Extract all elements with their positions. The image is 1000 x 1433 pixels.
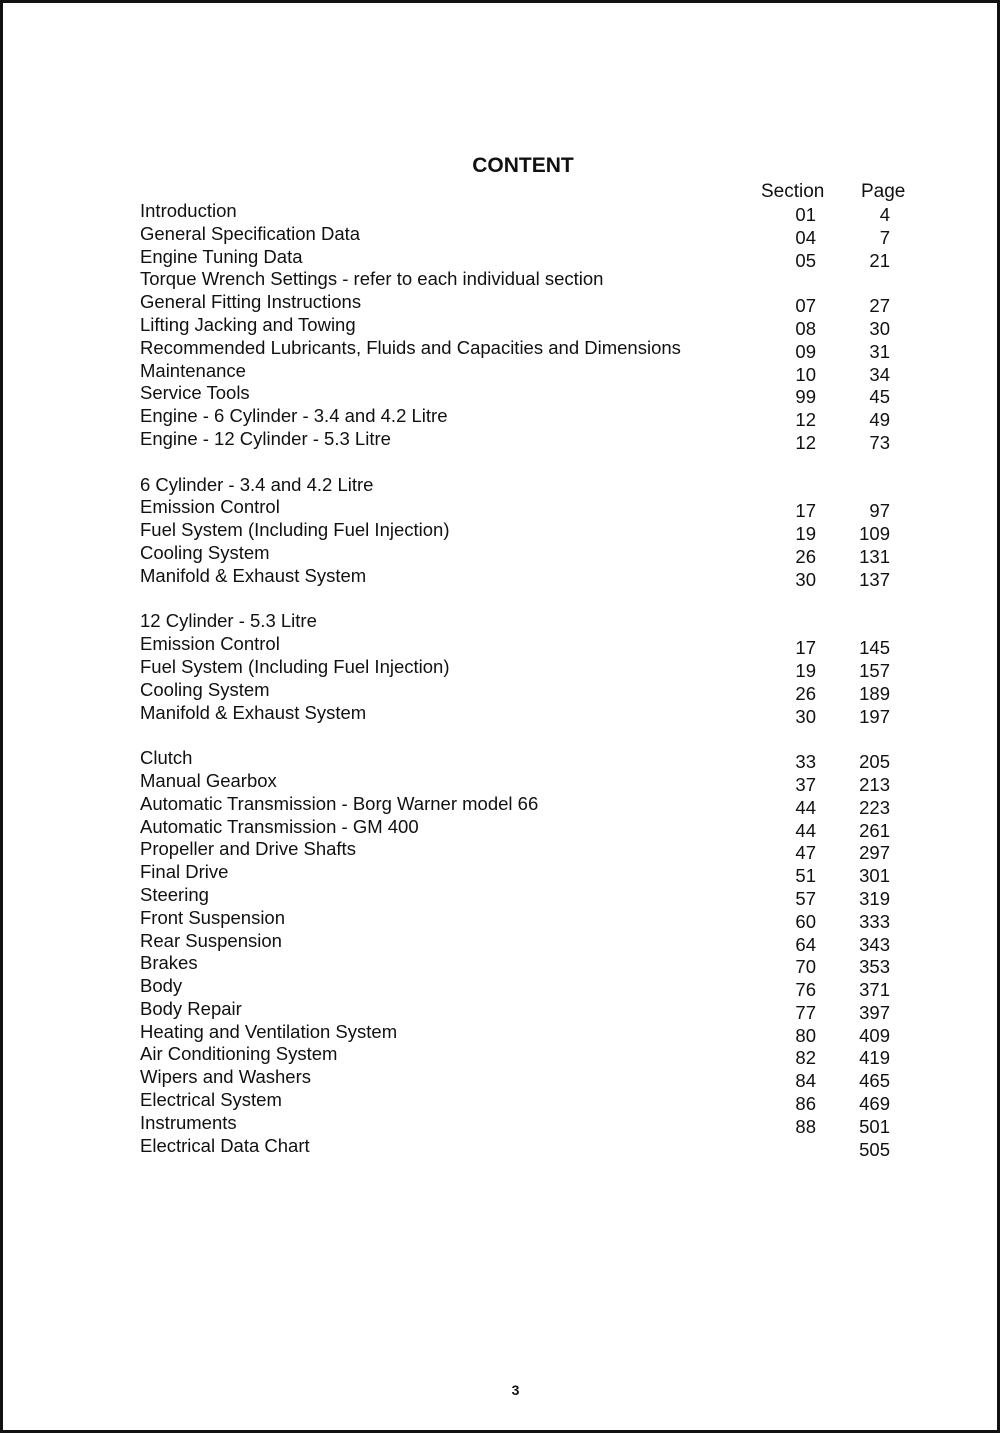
toc-entry-section: 12: [795, 431, 816, 453]
toc-entry-section: 30: [795, 705, 816, 727]
toc-row: [3, 998, 997, 1021]
toc-entry-section: 80: [795, 1024, 816, 1046]
toc-row: [3, 610, 997, 633]
toc-entry-page: 501: [859, 1115, 890, 1137]
toc-row: [3, 930, 997, 953]
toc-row: [3, 542, 997, 565]
toc-entry-page: 409: [859, 1024, 890, 1046]
toc-entry-section: 37: [795, 773, 816, 795]
toc-row: [3, 496, 997, 522]
toc-entry-title: Front Suspension: [140, 906, 286, 928]
toc-entry-title: Propeller and Drive Shafts: [140, 838, 356, 860]
toc-row: [3, 1043, 997, 1069]
toc-entry-title: Automatic Transmission - Borg Warner model 66: [140, 792, 539, 814]
toc-row: [3, 223, 997, 246]
toc-row: [3, 770, 997, 793]
toc-row: [3, 1135, 997, 1158]
toc-row: [3, 200, 997, 223]
toc-entry-title: Air Conditioning System: [140, 1043, 338, 1065]
toc-entry-section: 70: [795, 956, 816, 978]
toc-entry-title: Torque Wrench Settings - refer to each individual section: [140, 268, 604, 290]
toc-entry-title: Emission Control: [140, 496, 280, 518]
toc-entry-title: Body Repair: [140, 997, 242, 1019]
toc-entry-section: 99: [795, 386, 816, 408]
toc-entry-page: 189: [859, 682, 890, 704]
toc-row: [3, 474, 997, 497]
toc-row: [3, 382, 997, 408]
toc-entry-section: 86: [795, 1093, 816, 1115]
toc-row: [3, 747, 997, 773]
toc-entry-section: 19: [795, 659, 816, 681]
toc-entry-section: 77: [795, 1001, 816, 1023]
toc-entry-page: 131: [859, 545, 890, 567]
toc-entry-section: 30: [795, 568, 816, 590]
toc-entry-page: 465: [859, 1070, 890, 1092]
toc-entry-section: 88: [795, 1115, 816, 1137]
toc-row: [3, 702, 997, 725]
toc-entry-section: 44: [795, 796, 816, 818]
toc-entry-page: 73: [869, 431, 890, 453]
toc-entry-page: 261: [859, 819, 890, 841]
toc-entry-page: 205: [859, 751, 890, 773]
toc-entry-page: 97: [869, 500, 890, 522]
toc-entry-title: Fuel System (Including Fuel Injection): [140, 519, 450, 541]
toc-entry-title: Heating and Ventilation System: [140, 1020, 398, 1042]
toc-entry-section: 82: [795, 1047, 816, 1069]
toc-entry-section: 19: [795, 523, 816, 545]
toc-entry-page: 223: [859, 796, 890, 818]
toc-entry-title: 6 Cylinder - 3.4 and 4.2 Litre: [140, 473, 374, 495]
toc-entry-section: 47: [795, 842, 816, 864]
toc-row: [3, 337, 997, 360]
toc-entry-section: 84: [795, 1070, 816, 1092]
toc-entry-section: 08: [795, 317, 816, 339]
toc-entry-title: General Specification Data: [140, 222, 361, 244]
toc-row: [3, 861, 997, 887]
toc-entry-title: Cooling System: [140, 678, 270, 700]
toc-entry-title: Manifold & Exhaust System: [140, 564, 367, 586]
toc-row: [3, 268, 997, 291]
toc-row: [3, 360, 997, 383]
toc-entry-title: Fuel System (Including Fuel Injection): [140, 655, 450, 677]
toc-row: [3, 519, 997, 545]
toc-entry-page: 4: [879, 204, 890, 225]
toc-entry-title: Lifting Jacking and Towing: [140, 313, 356, 335]
toc-entry-page: 197: [859, 705, 890, 727]
toc-entry-page: 21: [869, 249, 890, 271]
toc-row: [3, 1066, 997, 1092]
toc-entry-page: 109: [859, 523, 890, 545]
toc-entry-page: 301: [859, 865, 890, 887]
toc-entry-section: 17: [795, 637, 816, 659]
toc-entry-title: Wipers and Washers: [140, 1066, 312, 1088]
toc-row: [3, 838, 997, 864]
toc-entry-page: 505: [859, 1138, 890, 1160]
toc-entry-page: 137: [859, 568, 890, 590]
toc-row: [3, 884, 997, 907]
toc-row: [3, 1112, 997, 1135]
toc-entry-title: Recommended Lubricants, Fluids and Capacities and Dimensions: [140, 336, 681, 358]
toc-entry-section: 57: [795, 887, 816, 909]
toc-entry-title: Rear Suspension: [140, 929, 282, 951]
toc-row: [3, 952, 997, 978]
toc-entry-page: 333: [859, 910, 890, 932]
toc-entry-title: Steering: [140, 883, 209, 905]
table-of-contents: [3, 200, 997, 1160]
toc-row: [3, 314, 997, 337]
page-number: 3: [511, 1382, 520, 1398]
toc-entry-title: Brakes: [140, 952, 198, 974]
toc-row: [3, 1089, 997, 1115]
toc-entry-section: 01: [795, 204, 816, 225]
toc-entry-title: Cooling System: [140, 541, 270, 563]
toc-entry-section: 26: [795, 682, 816, 704]
toc-entry-title: General Fitting Instructions: [140, 291, 362, 313]
toc-entry-title: Instruments: [140, 1111, 237, 1133]
toc-entry-title: Final Drive: [140, 861, 229, 883]
toc-row: [3, 656, 997, 679]
toc-entry-page: 34: [869, 363, 890, 385]
toc-entry-page: 397: [859, 1001, 890, 1023]
toc-entry-title: Electrical Data Chart: [140, 1134, 310, 1156]
toc-entry-section: 44: [795, 819, 816, 841]
toc-entry-page: 343: [859, 933, 890, 955]
section-column-header: Section: [761, 181, 825, 202]
toc-entry-page: 49: [869, 409, 890, 431]
toc-entry-page: 7: [879, 226, 890, 248]
toc-entry-page: 27: [869, 295, 890, 317]
toc-entry-title: Maintenance: [140, 359, 246, 381]
toc-row: [3, 1021, 997, 1044]
toc-entry-section: 04: [795, 226, 816, 248]
toc-entry-page: 297: [859, 842, 890, 864]
toc-entry-section: 33: [795, 751, 816, 773]
toc-entry-title: Body: [140, 975, 183, 997]
toc-entry-title: 12 Cylinder - 5.3 Litre: [140, 610, 317, 632]
page-title: CONTENT: [472, 154, 574, 177]
toc-entry-page: 371: [859, 979, 890, 1001]
toc-entry-section: 09: [795, 340, 816, 362]
toc-entry-page: 45: [869, 386, 890, 408]
toc-entry-section: 12: [795, 409, 816, 431]
toc-entry-title: Emission Control: [140, 633, 280, 655]
page-column-header: Page: [861, 181, 906, 202]
toc-entry-section: 26: [795, 545, 816, 567]
toc-entry-section: 10: [795, 363, 816, 385]
toc-entry-page: 30: [869, 317, 890, 339]
toc-entry-section: 17: [795, 500, 816, 522]
toc-entry-page: 157: [859, 659, 890, 681]
toc-entry-section: 51: [795, 865, 816, 887]
toc-row: [3, 246, 997, 269]
toc-entry-page: 319: [859, 887, 890, 909]
toc-entry-section: 64: [795, 933, 816, 955]
toc-entry-title: Manifold & Exhaust System: [140, 701, 367, 723]
toc-entry-section: 60: [795, 910, 816, 932]
toc-row: [3, 565, 997, 588]
toc-row: [3, 291, 997, 317]
toc-row: [3, 679, 997, 702]
toc-row: [3, 793, 997, 816]
toc-entry-title: Automatic Transmission - GM 400: [140, 815, 419, 837]
toc-row: [3, 907, 997, 930]
toc-row: [3, 428, 997, 451]
toc-entry-section: 05: [795, 249, 816, 271]
toc-entry-page: 31: [869, 340, 890, 362]
toc-entry-title: Manual Gearbox: [140, 769, 277, 791]
toc-entry-title: Electrical System: [140, 1089, 282, 1111]
toc-entry-title: Clutch: [140, 747, 193, 769]
toc-entry-page: 353: [859, 956, 890, 978]
toc-row: [3, 975, 997, 1001]
toc-entry-section: 76: [795, 979, 816, 1001]
toc-entry-page: 145: [859, 637, 890, 659]
toc-entry-title: Engine - 12 Cylinder - 5.3 Litre: [140, 427, 391, 449]
toc-entry-page: 419: [859, 1047, 890, 1069]
toc-entry-title: Service Tools: [140, 382, 250, 404]
toc-entry-page: 213: [859, 773, 890, 795]
toc-row: [3, 816, 997, 839]
toc-row: [3, 405, 997, 431]
toc-row: [3, 633, 997, 659]
toc-entry-section: 07: [795, 295, 816, 317]
toc-entry-title: Introduction: [140, 200, 237, 221]
toc-entry-page: 469: [859, 1093, 890, 1115]
toc-entry-title: Engine - 6 Cylinder - 3.4 and 4.2 Litre: [140, 405, 448, 427]
toc-entry-title: Engine Tuning Data: [140, 245, 303, 267]
